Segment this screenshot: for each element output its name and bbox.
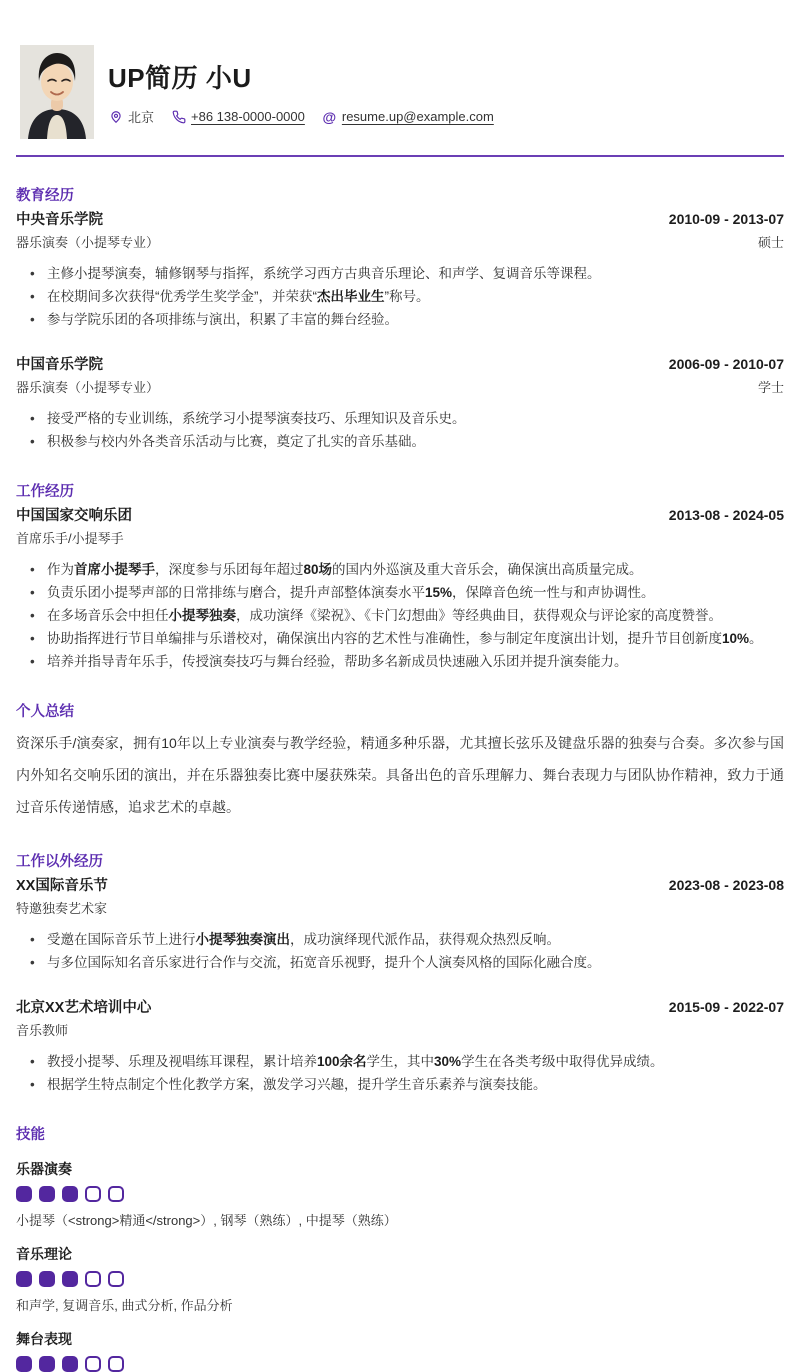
skill [16, 1329, 784, 1372]
role-title: 特邀独奏艺术家 [16, 901, 108, 916]
bullet-item: • 在校期间多次获得“优秀学生奖学金”，并荣获“杰出毕业生”称号。 [16, 285, 784, 308]
skill-level-dot [16, 1271, 32, 1287]
section-summary [16, 700, 784, 823]
entry-subheader [16, 232, 784, 251]
skill-level-dot [39, 1271, 55, 1287]
date-range: 2010-09 - 2013-07 [668, 211, 784, 227]
header-text-block [108, 58, 494, 126]
bullet-list [16, 558, 784, 673]
bullet-item: • 参与学院乐团的各项排练与演出，积累了丰富的舞台经验。 [16, 308, 784, 331]
bullet-list [16, 1050, 784, 1096]
resume-header [16, 45, 784, 139]
role-title: 器乐演奏（小提琴专业） [16, 380, 160, 395]
org-name: XX国际音乐节 [16, 878, 108, 894]
skill-name: 舞台表现 [16, 1331, 72, 1347]
bullet-item: • 根据学生特点制定个性化教学方案，激发学习兴趣，提升学生音乐素养与演奏技能。 [16, 1073, 784, 1096]
entry-header [16, 353, 784, 374]
bullet-item: • 协助指挥进行节目单编排与乐谱校对，确保演出内容的艺术性与准确性，参与制定年度演出计划，提升节目创新度10%。 [16, 627, 784, 650]
skill-level-dot [62, 1356, 78, 1372]
skill [16, 1159, 784, 1229]
skill-level-dot [85, 1271, 101, 1287]
section-title-work: 工作经历 [16, 484, 74, 500]
skill-level-dot [62, 1186, 78, 1202]
section-extra [16, 850, 784, 1096]
skill-level-dot [85, 1356, 101, 1372]
candidate-name: UP简历 小U [108, 63, 252, 93]
entry [16, 874, 784, 974]
skill-description: 和声学, 复调音乐, 曲式分析, 作品分析 [16, 1298, 233, 1313]
section-title-extra: 工作以外经历 [16, 854, 103, 870]
bullet-item: • 教授小提琴、乐理及视唱练耳课程，累计培养100余名学生，其中30%学生在各类考级中取得优异成绩。 [16, 1050, 784, 1073]
entry [16, 208, 784, 331]
skill-level-dots [16, 1271, 784, 1287]
header-divider [16, 155, 784, 157]
skill [16, 1244, 784, 1314]
entry-header [16, 996, 784, 1017]
bullet-list [16, 407, 784, 453]
role-title: 器乐演奏（小提琴专业） [16, 235, 160, 250]
skill-level-dot [62, 1271, 78, 1287]
phone-link[interactable]: +86 138-0000-0000 [191, 109, 305, 124]
skill-name: 乐器演奏 [16, 1161, 72, 1177]
skill-level-dot [108, 1186, 124, 1202]
bullet-item: • 受邀在国际音乐节上进行小提琴独奏演出，成功演绎现代派作品，获得观众热烈反响。 [16, 928, 784, 951]
skill-level-dot [16, 1356, 32, 1372]
entry-subheader [16, 528, 784, 547]
bullet-item: • 与多位国际知名音乐家进行合作与交流，拓宽音乐视野，提升个人演奏风格的国际化融合度。 [16, 951, 784, 974]
section-work [16, 480, 784, 673]
org-name: 中央音乐学院 [16, 212, 103, 228]
skill-level-dot [39, 1356, 55, 1372]
section-skills [16, 1123, 784, 1372]
bullet-item: • 接受严格的专业训练，系统学习小提琴演奏技巧、乐理知识及音乐史。 [16, 407, 784, 430]
profile-photo [20, 45, 94, 139]
entry [16, 996, 784, 1096]
entry [16, 353, 784, 453]
bullet-item: • 在多场音乐会中担任小提琴独奏，成功演绎《梁祝》、《卡门幻想曲》等经典曲目，获得观众与评论家的高度赞誉。 [16, 604, 784, 627]
summary-paragraph: 资深乐手/演奏家，拥有10年以上专业演奏与教学经验，精通多种乐器，尤其擅长弦乐及键盘乐器的独奏与合奏。多次参与国内外知名交响乐团的演出，并在乐器独奏比赛中屡获殊荣。具备出色的音乐理解力、舞台表现力与团队协作精神，致力于通过音乐传递情感，追求艺术的卓越。 [16, 735, 784, 815]
profile-photo-illustration [20, 45, 94, 139]
skill-level-dot [108, 1271, 124, 1287]
entry-header [16, 504, 784, 525]
section-education [16, 184, 784, 453]
map-pin-icon [108, 109, 123, 124]
degree-or-level: 学士 [757, 380, 784, 395]
date-range: 2015-09 - 2022-07 [668, 999, 784, 1015]
section-title-skills: 技能 [16, 1127, 45, 1143]
entry-subheader [16, 898, 784, 917]
date-range: 2023-08 - 2023-08 [668, 877, 784, 893]
resume-sections [16, 184, 784, 1372]
bullet-item: • 作为首席小提琴手，深度参与乐团每年超过80场的国内外巡演及重大音乐会，确保演出高质量完成。 [16, 558, 784, 581]
skill-description: 小提琴（<strong>精通</strong>）, 钢琴（熟练）, 中提琴（熟练） [16, 1213, 397, 1228]
date-range: 2013-08 - 2024-05 [668, 507, 784, 523]
date-range: 2006-09 - 2010-07 [668, 356, 784, 372]
skill-name: 音乐理论 [16, 1246, 72, 1262]
skill-level-dot [108, 1356, 124, 1372]
skill-level-dot [39, 1186, 55, 1202]
skill-level-dot [85, 1186, 101, 1202]
org-name: 北京XX艺术培训中心 [16, 1000, 152, 1016]
contact-email [322, 109, 494, 124]
degree-or-level: 硕士 [757, 235, 784, 250]
role-title: 首席乐手/小提琴手 [16, 531, 124, 546]
phone-icon [171, 109, 186, 124]
bullet-list [16, 928, 784, 974]
skill-level-dot [16, 1186, 32, 1202]
entry [16, 504, 784, 673]
entry-header [16, 874, 784, 895]
entry-subheader [16, 377, 784, 396]
skill-level-dots [16, 1186, 784, 1202]
bullet-item: • 主修小提琴演奏，辅修钢琴与指挥，系统学习西方古典音乐理论、和声学、复调音乐等课程。 [16, 262, 784, 285]
bullet-item: • 积极参与校内外各类音乐活动与比赛，奠定了扎实的音乐基础。 [16, 430, 784, 453]
section-title-summary: 个人总结 [16, 704, 74, 720]
location-text: 北京 [128, 110, 155, 125]
role-title: 音乐教师 [16, 1023, 69, 1038]
org-name: 中国音乐学院 [16, 357, 103, 373]
bullet-list [16, 262, 784, 331]
contact-row [108, 107, 494, 126]
section-title-education: 教育经历 [16, 188, 74, 204]
entry-header [16, 208, 784, 229]
skill-level-dots [16, 1356, 784, 1372]
email-link[interactable]: resume.up@example.com [341, 109, 494, 124]
entry-subheader [16, 1020, 784, 1039]
org-name: 中国国家交响乐团 [16, 508, 132, 524]
bullet-item: • 培养并指导青年乐手，传授演奏技巧与舞台经验，帮助多名新成员快速融入乐团并提升演奏能力。 [16, 650, 784, 673]
bullet-item: • 负责乐团小提琴声部的日常排练与磨合，提升声部整体演奏水平15%，保障音色统一性与和声协调性。 [16, 581, 784, 604]
contact-phone [171, 109, 305, 124]
at-icon: @ [322, 108, 337, 125]
contact-location [108, 107, 154, 126]
